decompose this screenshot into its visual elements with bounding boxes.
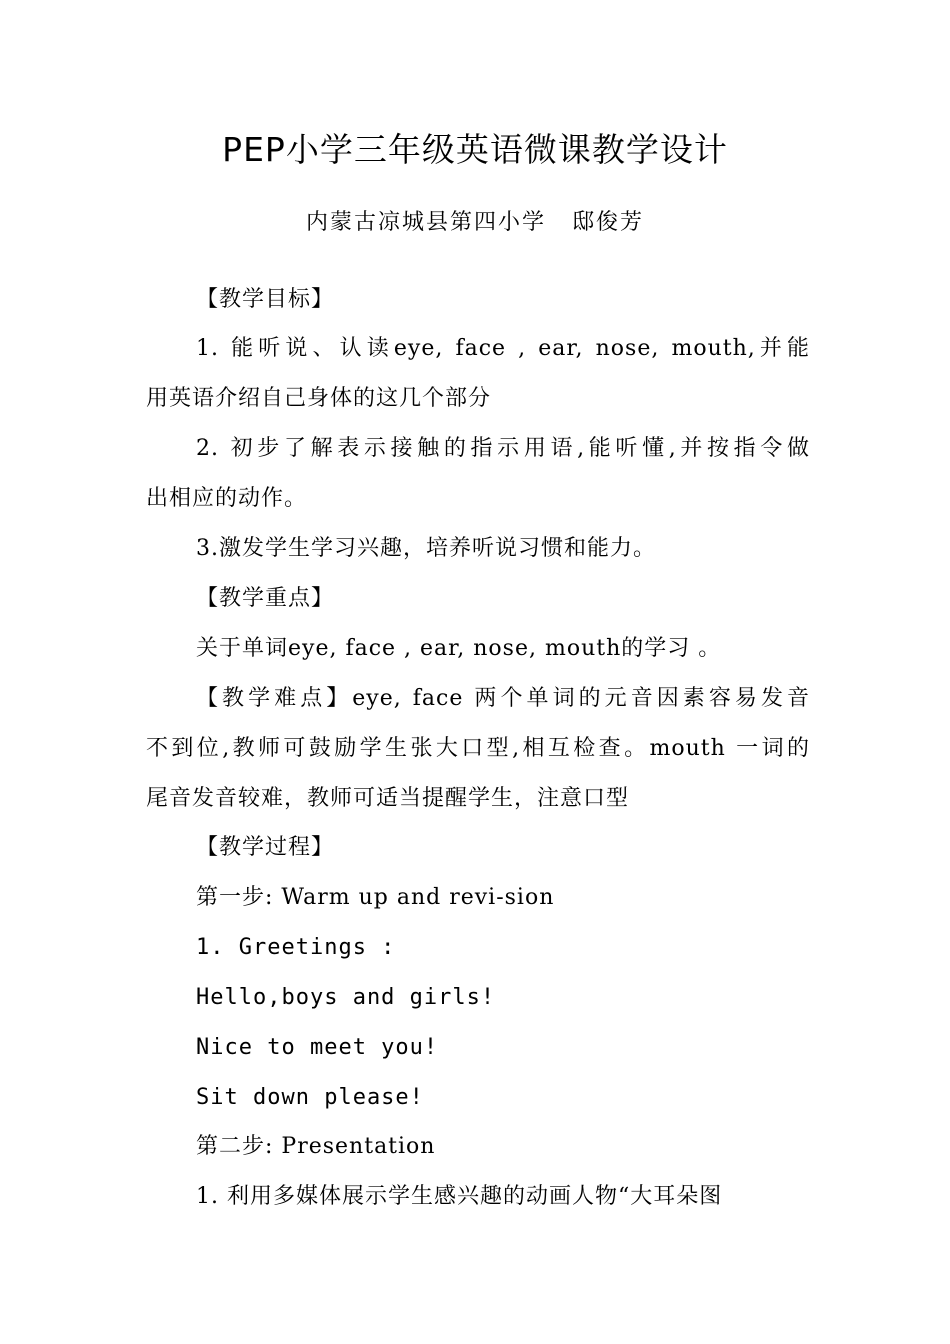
greeting-line-1: Hello,boys and girls! [196, 985, 496, 1010]
document-title: PEP小学三年级英语微课教学设计 [222, 130, 728, 169]
section-heading-key-points: 【教学重点】 [196, 586, 335, 611]
section-heading-objectives: 【教学目标】 [196, 287, 335, 312]
difficulties-line-1: 【教学难点】eye, face 两个单词的元音因素容易发音 [196, 686, 810, 711]
key-points-text: 关于单词eye, face , ear, nose, mouth的学习 。 [196, 636, 722, 661]
greeting-line-3: Sit down please! [196, 1085, 424, 1110]
difficulties-line-3: 尾音发音较难，教师可适当提醒学生，注意口型 [146, 786, 630, 811]
presentation-item-1: 1. 利用多媒体展示学生感兴趣的动画人物“大耳朵图 [196, 1184, 723, 1209]
greetings-heading: 1. Greetings : [196, 935, 396, 960]
greeting-line-2: Nice to meet you! [196, 1035, 439, 1060]
objective-2-line-2: 出相应的动作。 [146, 486, 308, 511]
difficulties-line-2: 不到位,教师可鼓励学生张大口型,相互检查。mouth 一词的 [146, 736, 810, 761]
objective-1-line-2: 用英语介绍自己身体的这几个部分 [146, 386, 492, 411]
step-1-heading: 第一步: Warm up and revi-sion [196, 885, 555, 910]
section-heading-process: 【教学过程】 [196, 835, 335, 860]
objective-2-line-1: 2. 初步了解表示接触的指示用语,能听懂,并按指令做 [196, 436, 810, 461]
author-line [0, 206, 950, 240]
objective-3: 3.激发学生学习兴趣，培养听说习惯和能力。 [196, 536, 656, 561]
objective-1-line-1: 1. 能听说、认读eye, face , ear, nose, mouth,并能 [196, 336, 810, 361]
author-school: 内蒙古凉城县第四小学 [305, 210, 546, 235]
step-2-heading: 第二步: Presentation [196, 1134, 436, 1159]
author-name: 邸俊芳 [572, 210, 645, 235]
